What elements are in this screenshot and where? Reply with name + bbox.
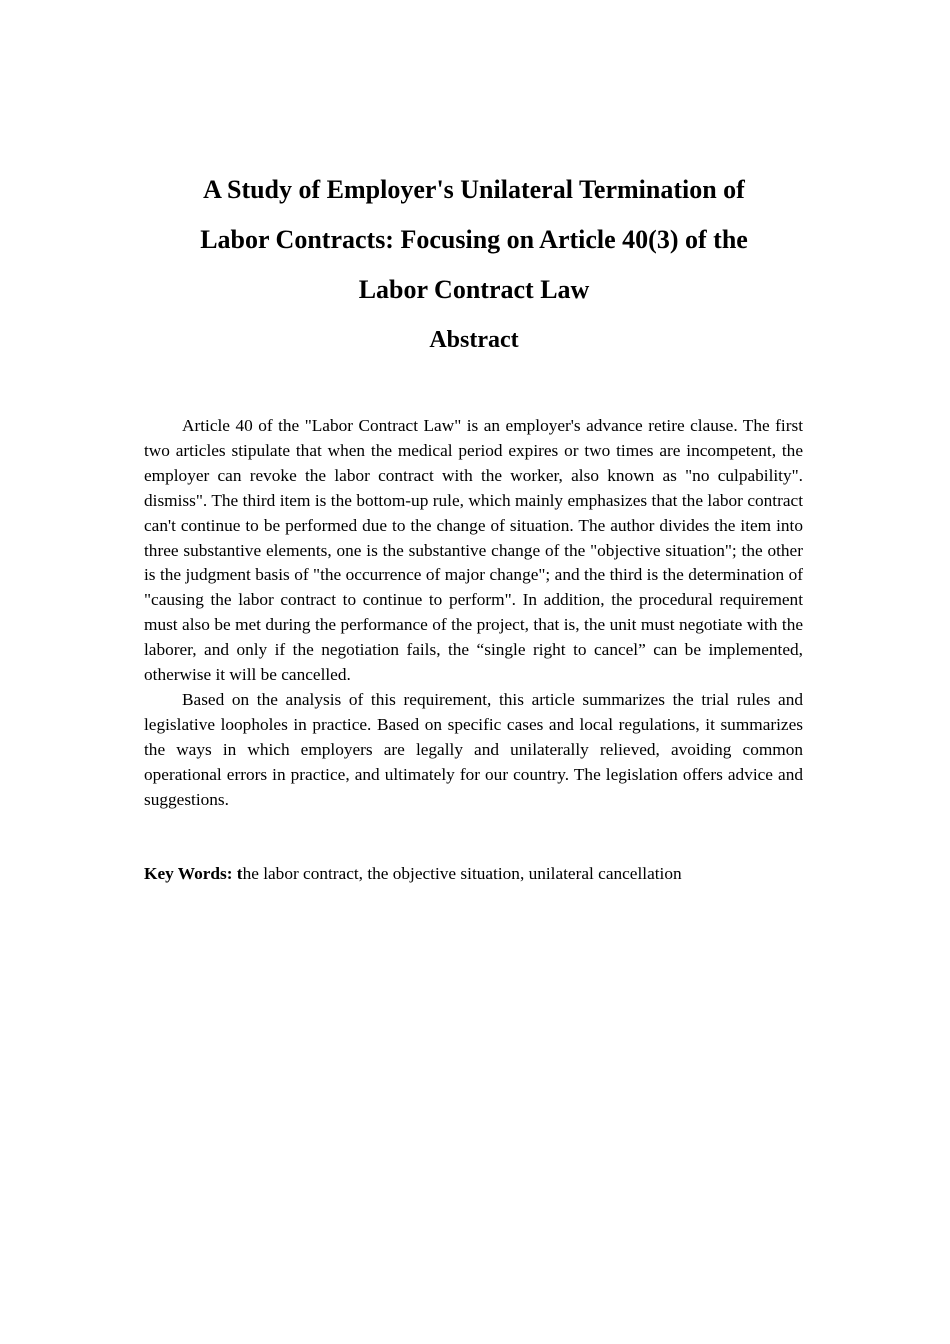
title-line: Labor Contract Law bbox=[358, 275, 590, 304]
abstract-paragraph: Article 40 of the "Labor Contract Law" is an employer's advance retire clause. The first two articles stipulate that when the medical period expires or two times are incompetent, the employer can revoke the labor contract with the worker, also known as "no culpability". dismiss". The third item is the bottom-up rule, which mainly emphasizes that the labor contract can't continue to be performed due to the change of situation. The author divides the item into three substantive elements, one is the substantive change of the "objective situation"; the other is the judgment basis of "the occurrence of major change"; and the third is the determination of "causing the labor contract to continue to perform". In addition, the procedural requirement must also be met during the performance of the project, that is, the unit must negotiate with the laborer, and only if the negotiation fails, the “single right to cancel” can be implemented, otherwise it will be cancelled. bbox=[144, 416, 803, 685]
title-line: Labor Contracts: Focusing on Article 40(3) of the bbox=[200, 225, 748, 254]
keywords-text: he labor contract, the objective situation, unilateral cancellation bbox=[242, 864, 682, 883]
abstract-body bbox=[144, 414, 803, 813]
abstract-paragraph: Based on the analysis of this requirement, this article summarizes the trial rules and legislative loopholes in practice. Based on specific cases and local regulations, it summarizes the ways in which employers are legally and unilaterally relieved, avoiding common operational errors in practice, and ultimately for our country. The legislation offers advice and suggestions. bbox=[144, 689, 803, 809]
keywords-label: Key Words: t bbox=[144, 864, 243, 883]
document-title bbox=[144, 165, 804, 315]
keywords-line bbox=[144, 862, 844, 887]
title-line: A Study of Employer's Unilateral Termination of bbox=[203, 175, 745, 204]
abstract-heading: Abstract bbox=[429, 327, 519, 353]
